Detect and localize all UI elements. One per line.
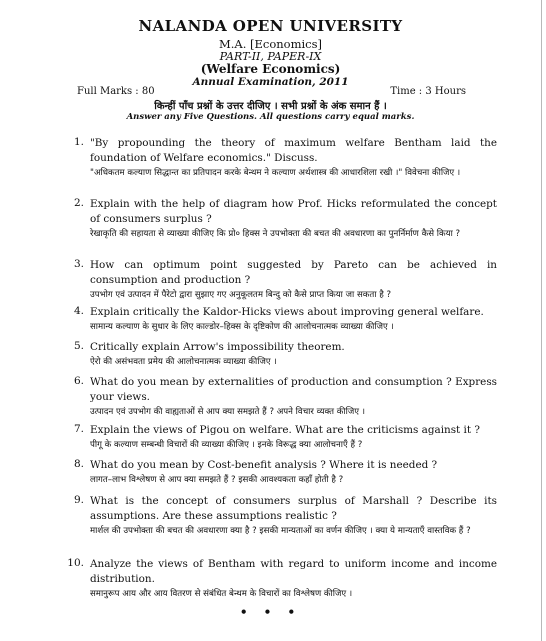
instruction-hindi: किन्हीं पाँच प्रश्नों के उत्तर दीजिए । सभी प्रश्नों के अंक समान हैं । [154,101,387,112]
question-text-hindi: सामान्य कल्याण के सुधार के लिए काल्डोर–हिक्स के दृष्टिकोण की आलोचनात्मक व्याख्या कीजिए । [90,322,394,332]
question-number: 2. [73,197,84,209]
question-number: 7. [73,423,84,435]
exam-title: Annual Examination, 2011 [192,76,349,88]
question-text-hindi: लागत–लाभ विश्लेषण से आप क्या समझते हैं ? इसकी आवश्यकता कहाँ होती है ? [90,475,344,485]
question-text-hindi: पीगू के कल्याण सम्बन्धी विचारों की व्याख्या कीजिए । इनके विरूद्ध क्या आलोचनाएँ हैं ? [90,440,363,450]
question-text-hindi: रेखाकृति की सहायता से व्याख्या कीजिए कि प्रो० हिक्स ने उपभोक्ता की बचत की अवधारणा का पुनर्निर्माण कैसे किया ? [90,229,461,239]
question-number: 5. [73,340,84,352]
question-text-english: Analyze the views of Bentham with regard to uniform income and income distribution. [90,558,497,585]
question-text-english: What is the concept of consumers surplus of Marshall ? Describe its assumptions. Are these assumptions realistic ? [90,495,497,522]
question-text-english: What do you mean by externalities of production and consumption ? Express your views. [90,376,497,403]
instruction-english: Answer any Five Questions. All questions carry equal marks. [126,112,415,122]
question-text-english: Explain critically the Kaldor-Hicks views about improving general welfare. [90,306,484,318]
question-text-english: How can optimum point suggested by Pareto can be achieved in consumption and production ? [90,259,497,286]
question-number: 1. [73,136,84,148]
full-marks: Full Marks : 80 [77,86,155,97]
page-edge-divider [541,0,542,641]
question-number: 3. [73,258,84,270]
paper-part: PART-II, PAPER-IX [219,50,322,63]
university-title: NALANDA OPEN UNIVERSITY [138,17,403,35]
question-number: 10. [67,557,84,569]
question-text-hindi: मार्शल की उपभोक्ता की बचत की अवधारणा क्या है ? इसकी मान्यताओं का वर्णन कीजिए । क्या ये मान्यताएँ वास्तविक हैं ? [90,526,471,536]
question-number: 6. [73,375,84,387]
question-text-english: "By propounding the theory of maximum welfare Bentham laid the foundation of Welfare economics." Discuss. [90,137,497,164]
question-text-english: What do you mean by Cost-benefit analysis ? Where it is needed ? [90,459,438,471]
question-number: 8. [73,458,84,470]
question-text-english: Explain with the help of diagram how Prof. Hicks reformulated the concept of consumers surplus ? [90,198,497,225]
course-title: M.A. [Economics] [218,37,323,51]
subject-title: (Welfare Economics) [200,62,341,76]
question-text-hindi: उपभोग एवं उत्पादन में पैरेटो द्वारा सुझाए गए अनुकूलतम बिन्दु को कैसे प्राप्त किया जा सकता है ? [90,290,392,300]
question-text-english: Explain the views of Pigou on welfare. What are the criticisms against it ? [90,424,480,436]
question-number: 9. [73,494,84,506]
question-number: 4. [73,305,84,317]
end-of-paper-marker: • • • [239,605,302,619]
question-text-hindi: समानुरूप आय और आय वितरण से संबंधित बेन्थम के विचारों का विश्लेषण कीजिए । [90,589,353,599]
time-allowed: Time : 3 Hours [390,86,466,97]
question-text-hindi: ऐरो की असंभवता प्रमेय की आलोचनात्मक व्याख्या कीजिए । [90,357,277,367]
question-text-english: Critically explain Arrow's impossibility theorem. [90,341,345,353]
question-text-hindi: "अधिकतम कल्याण सिद्धान्त का प्रतिपादन करके बेन्थम ने कल्याण अर्थशास्त्र की आधारशिला रखी ।" विवेचना कीजिए । [90,168,461,178]
question-text-hindi: उत्पादन एवं उपभोग की वाह्यताओं से आप क्या समझते हैं ? अपने विचार व्यक्त कीजिए । [90,407,365,417]
